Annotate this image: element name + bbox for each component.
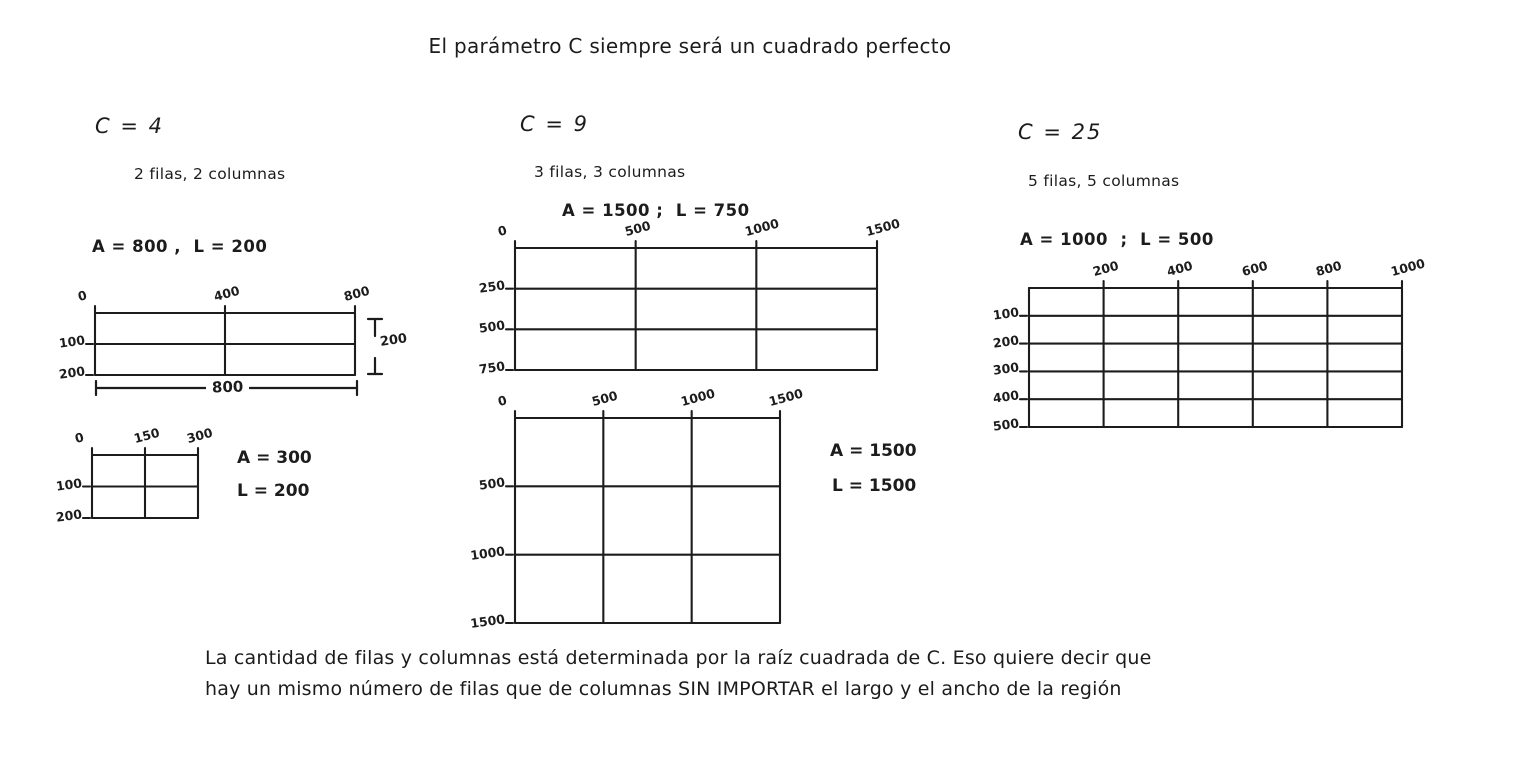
height-dimension-label: 200 — [379, 331, 409, 350]
x-tick-label: 150 — [132, 424, 162, 446]
grid-c9-bottom-param-l: L = 1500 — [832, 476, 917, 496]
section-c4-params: A = 800 , L = 200 — [92, 237, 268, 256]
grid-lines — [501, 404, 794, 637]
y-tick-label: 500 — [477, 474, 506, 494]
y-tick-label: 200 — [991, 331, 1020, 351]
section-c9-params: A = 1500 ; L = 750 — [562, 201, 750, 220]
section-c9-dims: 3 filas, 3 columnas — [534, 163, 686, 181]
x-tick-label: 1500 — [767, 385, 805, 409]
section-c4-heading: C = 4 — [95, 114, 164, 138]
grid-c4-small-param-l: L = 200 — [237, 481, 310, 501]
y-tick-label: 750 — [477, 358, 506, 377]
x-tick-label: 1000 — [678, 385, 717, 409]
grid-lines — [81, 299, 369, 389]
footer-explanation — [205, 643, 1305, 705]
y-tick-label: 300 — [991, 359, 1020, 379]
section-c9-heading: C = 9 — [520, 112, 589, 136]
y-tick-label: 500 — [477, 317, 506, 337]
section-c4-dims: 2 filas, 2 columnas — [134, 165, 286, 183]
x-tick-label: 0 — [76, 287, 89, 304]
y-tick-label: 100 — [57, 332, 86, 351]
grid-c9-top — [477, 215, 902, 377]
grid-lines — [1015, 274, 1416, 441]
section-c25-heading: C = 25 — [1018, 120, 1103, 144]
footer-line-1: La cantidad de filas y columnas está determinada por la raíz cuadrada de C. Eso quiere decir que — [205, 647, 1152, 669]
x-tick-label: 200 — [1090, 257, 1120, 279]
x-tick-label: 800 — [1314, 257, 1344, 279]
section-c25-params: A = 1000 ; L = 500 — [1020, 230, 1214, 249]
x-tick-label: 500 — [590, 387, 620, 409]
x-tick-label: 400 — [1165, 257, 1195, 279]
y-tick-label: 400 — [991, 387, 1020, 406]
y-tick-label: 500 — [991, 415, 1020, 434]
grid-c9-bottom-param-a: A = 1500 — [830, 441, 917, 461]
x-tick-label: 300 — [185, 424, 215, 446]
x-tick-label: 0 — [496, 392, 509, 409]
grid-c4-small-param-a: A = 300 — [237, 448, 312, 468]
y-tick-label: 100 — [991, 304, 1020, 323]
y-tick-label: 100 — [54, 474, 83, 494]
y-tick-label: 250 — [477, 276, 506, 296]
grid-lines — [501, 234, 891, 384]
x-tick-label: 1000 — [743, 215, 781, 239]
grid-c25-main — [991, 255, 1427, 434]
y-tick-label: 200 — [54, 506, 83, 525]
grid-c4-small — [54, 424, 215, 525]
x-tick-label: 600 — [1239, 257, 1270, 279]
x-tick-label: 800 — [342, 282, 372, 304]
x-tick-label: 400 — [212, 282, 242, 304]
y-tick-label: 1500 — [469, 611, 506, 631]
footer-line-2: hay un mismo número de filas que de columnas SIN IMPORTAR el largo y el ancho de la región — [205, 678, 1122, 700]
section-c25-dims: 5 filas, 5 columnas — [1028, 172, 1180, 190]
grid-lines — [78, 441, 212, 532]
x-tick-label: 0 — [496, 222, 509, 239]
page-title: El parámetro C siempre será un cuadrado perfecto — [428, 34, 952, 58]
y-tick-label: 200 — [57, 363, 86, 382]
x-tick-label: 0 — [73, 429, 86, 446]
grid-c9-bottom — [469, 385, 805, 631]
y-tick-label: 1000 — [469, 542, 506, 563]
x-tick-label: 500 — [622, 217, 652, 239]
x-tick-label: 1500 — [864, 215, 902, 239]
width-dimension-label: 800 — [206, 377, 250, 397]
x-tick-label: 1000 — [1389, 255, 1427, 279]
grid-c4-main — [57, 282, 372, 382]
